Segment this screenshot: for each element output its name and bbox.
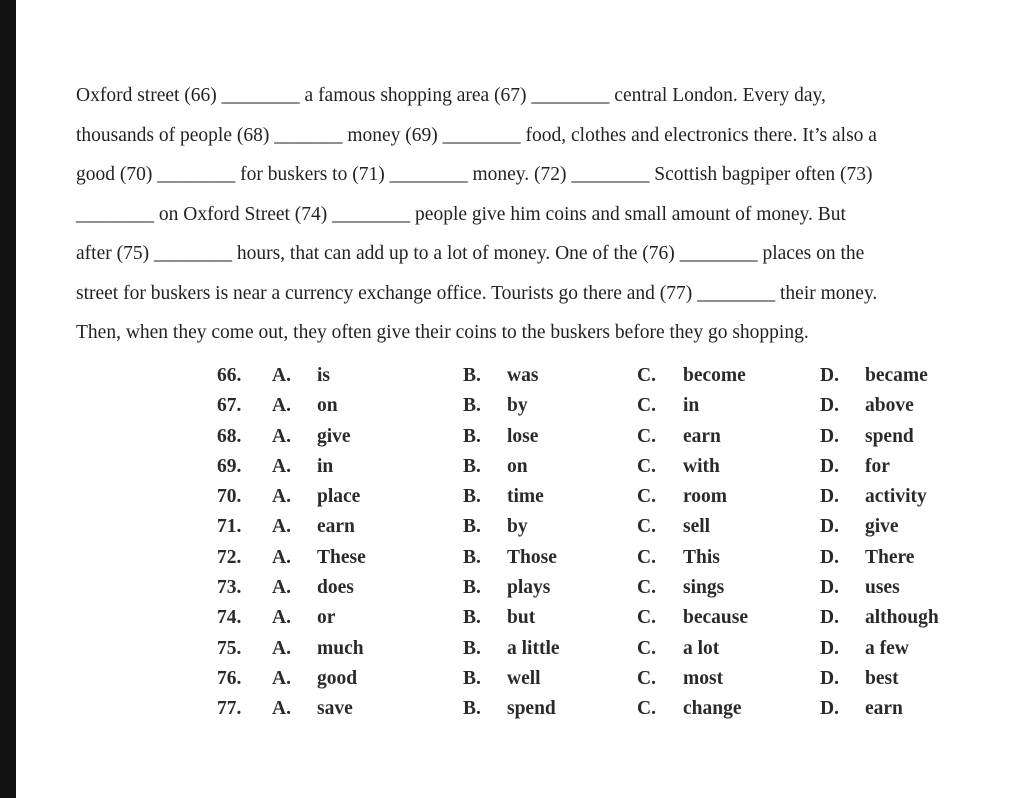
option-letter-d: D. <box>820 607 839 629</box>
passage-line: Then, when they come out, they often give their coins to the buskers before they go shopping. <box>76 322 809 343</box>
option-b: by <box>507 516 528 538</box>
option-letter-a: A. <box>272 455 291 477</box>
answer-options <box>217 361 977 725</box>
option-letter-b: B. <box>463 546 481 568</box>
question-number: 72. <box>217 546 242 568</box>
option-letter-d: D. <box>820 667 839 689</box>
option-a: does <box>317 577 354 599</box>
option-b: well <box>507 667 541 689</box>
option-letter-d: D. <box>820 698 839 720</box>
option-d: There <box>865 546 915 568</box>
option-a: on <box>317 395 338 417</box>
question-number: 76. <box>217 667 242 689</box>
option-letter-d: D. <box>820 546 839 568</box>
option-letter-d: D. <box>820 486 839 508</box>
option-b: by <box>507 395 528 417</box>
option-letter-b: B. <box>463 516 481 538</box>
option-d: for <box>865 455 890 477</box>
question-row <box>217 422 977 452</box>
option-b: Those <box>507 546 557 568</box>
question-row <box>217 664 977 694</box>
option-c: sell <box>683 516 711 538</box>
option-letter-a: A. <box>272 667 291 689</box>
question-number: 71. <box>217 516 242 538</box>
question-number: 67. <box>217 395 242 417</box>
option-a: in <box>317 455 334 477</box>
worksheet-page <box>16 0 1024 798</box>
option-a: earn <box>317 516 355 538</box>
option-letter-b: B. <box>463 395 481 417</box>
option-c: This <box>683 546 720 568</box>
option-letter-a: A. <box>272 577 291 599</box>
option-letter-c: C. <box>637 698 656 720</box>
option-letter-c: C. <box>637 637 656 659</box>
option-letter-b: B. <box>463 486 481 508</box>
option-c: change <box>683 698 742 720</box>
option-c: earn <box>683 425 721 447</box>
option-letter-a: A. <box>272 607 291 629</box>
passage-line: thousands of people (68) _______ money (69) ________ food, clothes and electronics there. It’s also a <box>76 124 877 146</box>
option-letter-c: C. <box>637 516 656 538</box>
option-letter-d: D. <box>820 455 839 477</box>
option-letter-d: D. <box>820 577 839 599</box>
question-row <box>217 634 977 664</box>
option-letter-d: D. <box>820 516 839 538</box>
option-b: on <box>507 455 528 477</box>
option-letter-c: C. <box>637 455 656 477</box>
option-b: time <box>507 486 544 508</box>
option-letter-a: A. <box>272 637 291 659</box>
option-letter-a: A. <box>272 546 291 568</box>
option-b: lose <box>507 425 539 447</box>
option-letter-d: D. <box>820 365 839 386</box>
question-row <box>217 603 977 633</box>
option-a: give <box>317 425 351 447</box>
option-letter-c: C. <box>637 607 656 629</box>
option-letter-c: C. <box>637 577 656 599</box>
option-letter-a: A. <box>272 516 291 538</box>
option-b: plays <box>507 577 551 599</box>
option-d: best <box>865 667 899 689</box>
option-letter-d: D. <box>820 425 839 447</box>
option-letter-c: C. <box>637 365 656 386</box>
option-a: place <box>317 486 361 508</box>
option-a: good <box>317 667 358 689</box>
option-a: save <box>317 698 353 720</box>
option-letter-a: A. <box>272 486 291 508</box>
option-letter-d: D. <box>820 395 839 417</box>
option-letter-b: B. <box>463 425 481 447</box>
option-letter-b: B. <box>463 455 481 477</box>
option-letter-b: B. <box>463 667 481 689</box>
option-letter-a: A. <box>272 698 291 720</box>
question-row <box>217 543 977 573</box>
option-c: a lot <box>683 637 720 659</box>
question-number: 68. <box>217 425 242 447</box>
option-letter-c: C. <box>637 425 656 447</box>
option-a: or <box>317 607 336 629</box>
question-row <box>217 482 977 512</box>
option-c: become <box>683 365 746 386</box>
option-d: give <box>865 516 899 538</box>
passage-line: good (70) ________ for buskers to (71) ________ money. (72) ________ Scottish bagpiper often (73) <box>76 164 873 185</box>
option-d: earn <box>865 698 903 720</box>
option-d: became <box>865 365 928 386</box>
question-number: 70. <box>217 486 242 508</box>
option-b: but <box>507 607 536 629</box>
option-c: because <box>683 607 748 629</box>
option-letter-a: A. <box>272 425 291 447</box>
passage-line: street for buskers is near a currency exchange office. Tourists go there and (77) ________ their money. <box>76 282 878 304</box>
cloze-passage <box>76 76 1024 353</box>
question-row <box>217 573 977 603</box>
question-number: 77. <box>217 698 242 720</box>
question-row <box>217 694 977 724</box>
question-row <box>217 512 977 542</box>
option-c: in <box>683 395 700 417</box>
option-c: with <box>683 455 720 477</box>
option-d: a few <box>865 637 909 659</box>
option-letter-c: C. <box>637 667 656 689</box>
question-row <box>217 452 977 482</box>
option-c: most <box>683 667 724 689</box>
option-a: much <box>317 637 364 659</box>
option-letter-c: C. <box>637 486 656 508</box>
passage-line: ________ on Oxford Street (74) ________ people give him coins and small amount of money. But <box>76 203 846 225</box>
option-b: spend <box>507 698 556 720</box>
question-number: 69. <box>217 455 242 477</box>
option-a: is <box>317 365 331 386</box>
option-letter-b: B. <box>463 577 481 599</box>
passage-line: after (75) ________ hours, that can add up to a lot of money. One of the (76) ________ places on the <box>76 243 865 264</box>
option-b: was <box>507 365 539 386</box>
option-c: room <box>683 486 728 508</box>
question-row <box>217 391 977 421</box>
option-letter-d: D. <box>820 637 839 659</box>
option-d: activity <box>865 486 927 508</box>
option-letter-a: A. <box>272 365 291 386</box>
question-number: 74. <box>217 607 242 629</box>
option-c: sings <box>683 577 725 599</box>
option-d: uses <box>865 577 900 599</box>
option-letter-b: B. <box>463 607 481 629</box>
option-d: above <box>865 395 914 417</box>
question-number: 66. <box>217 365 242 386</box>
option-letter-b: B. <box>463 365 481 386</box>
question-row <box>217 361 977 391</box>
passage-line: Oxford street (66) ________ a famous shopping area (67) ________ central London. Every day, <box>76 85 826 106</box>
option-letter-b: B. <box>463 698 481 720</box>
option-letter-a: A. <box>272 395 291 417</box>
option-d: spend <box>865 425 914 447</box>
question-number: 73. <box>217 577 242 599</box>
option-d: although <box>865 607 939 629</box>
question-number: 75. <box>217 637 242 659</box>
option-letter-b: B. <box>463 637 481 659</box>
option-a: These <box>317 546 366 568</box>
option-letter-c: C. <box>637 546 656 568</box>
option-b: a little <box>507 637 560 659</box>
option-letter-c: C. <box>637 395 656 417</box>
